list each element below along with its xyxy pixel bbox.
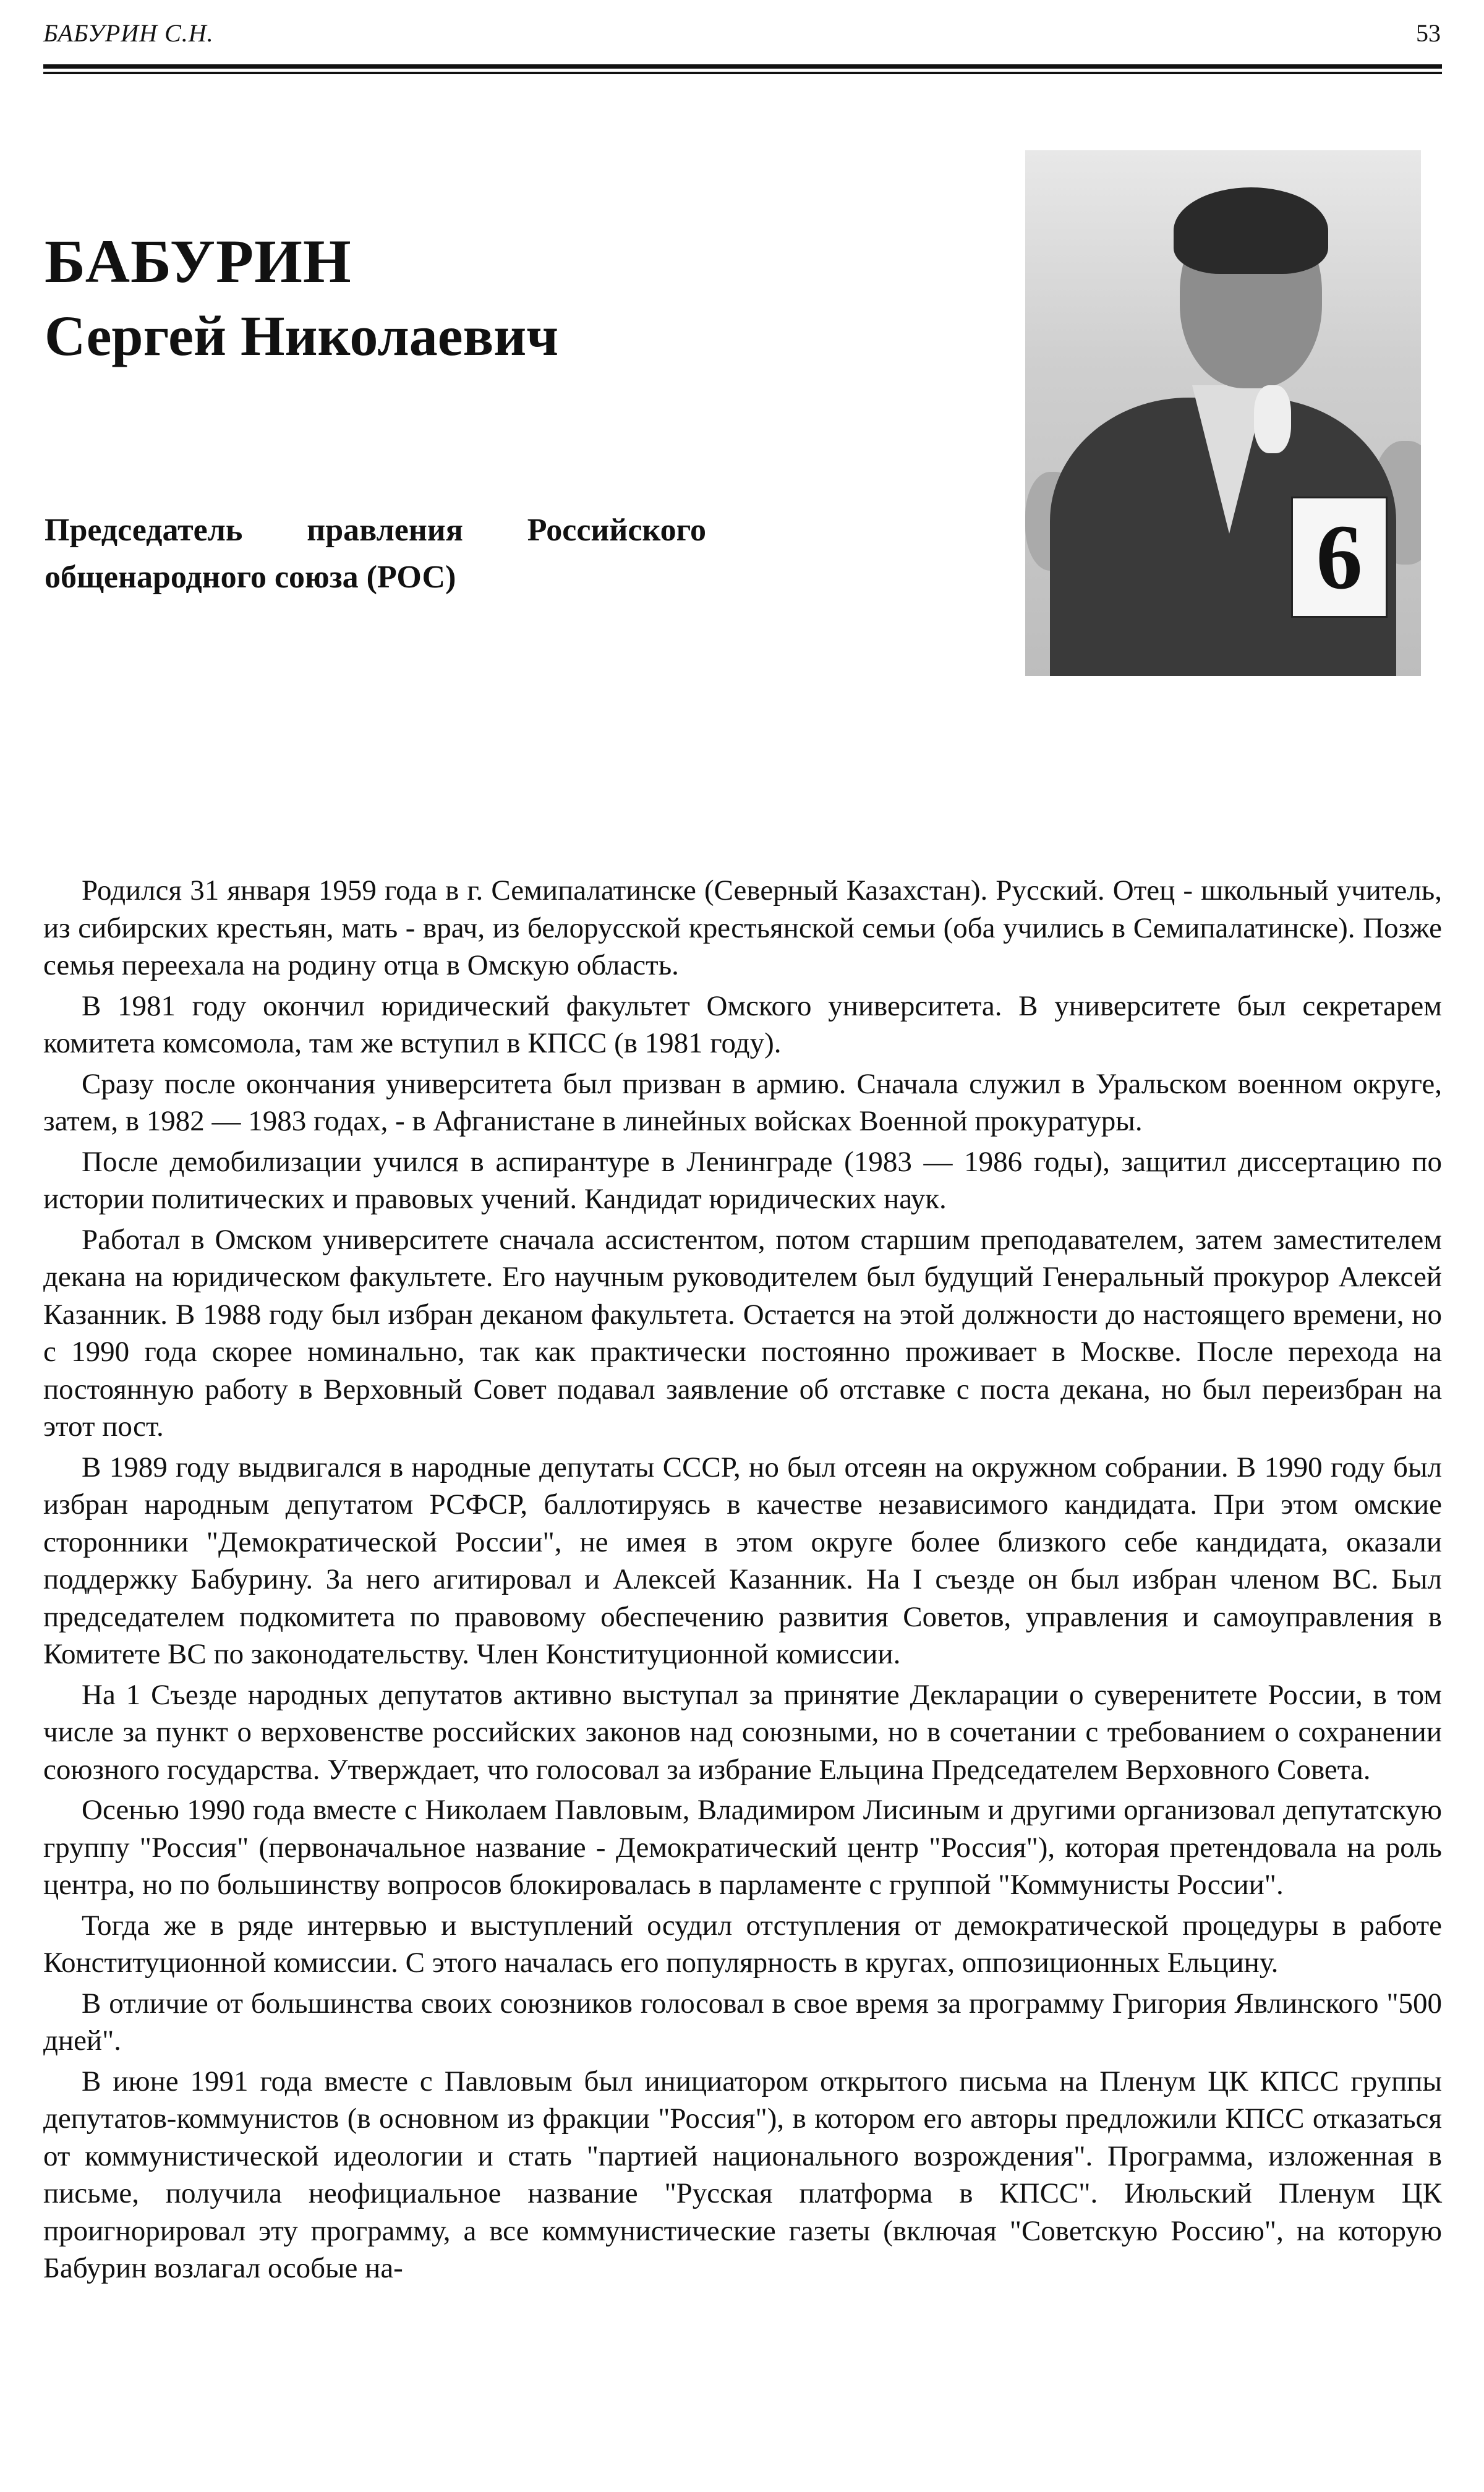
- page-number: 53: [1416, 19, 1441, 47]
- header-rule: [43, 64, 1442, 69]
- paragraph: Тогда же в ряде интервью и выступлений осудил отступления от демократической процедуры в работе Конституционной комиссии. С этого началась его популярность в кругах, оппозиционных Ельцину.: [43, 1909, 1442, 1979]
- paragraph: В отличие от большинства своих союзников голосовал в свое время за программу Григория Явлинского "500 дней".: [43, 1987, 1442, 2057]
- header-rule-thin: [43, 72, 1442, 74]
- biography-text: [43, 872, 1442, 2290]
- given-names-heading: Сергей Николаевич: [45, 304, 559, 367]
- paragraph: На 1 Съезде народных депутатов активно выступал за принятие Декларации о суверенитете России, в том числе за пункт о верховенстве российских законов над союзными, но в сочетании с требованием о сохранении союзного государства. Утверждает, что голосовал за избрание Ельцина Председателем Верховного Совета.: [43, 1678, 1442, 1786]
- paragraph: Сразу после окончания университета был призван в армию. Сначала служил в Уральском военном округе, затем, в 1982 — 1983 годах, - в Афганистане в линейных войсках Военной прокуратуры.: [43, 1067, 1442, 1137]
- number-card: 6: [1291, 497, 1388, 618]
- paragraph: Работал в Омском университете сначала ассистентом, потом старшим преподавателем, затем заместителем декана на юридическом факультете. Его научным руководителем был будущий Генеральный прокурор Алексей Казанник. В 1988 году был избран деканом факультета. Остается на этой должности до настоящего времени, но с 1990 года скорее номинально, так как практически постоянно проживает в Москве. После перехода на постоянную работу в Верховный Совет подавал заявление об отставке с поста декана, но был переизбран на этот пост.: [43, 1223, 1442, 1443]
- surname-heading: БАБУРИН: [45, 227, 352, 296]
- microphone: [1254, 385, 1291, 453]
- running-head: БАБУРИН С.Н.: [43, 19, 214, 47]
- portrait-photo: [1025, 150, 1421, 676]
- paragraph: Осенью 1990 года вместе с Николаем Павловым, Владимиром Лисиным и другими организовал депутатскую группу "Россия" (первоначальное название - Демократический центр "Россия"), которая претендовала на роль центра, но по большинству вопросов блокировалась в парламенте с группой "Коммунисты России".: [43, 1794, 1442, 1901]
- paragraph: Родился 31 января 1959 года в г. Семипалатинске (Северный Казахстан). Русский. Отец - школьный учитель, из сибирских крестьян, мать - врач, из белорусской крестьянской семьи (оба учились в Семипалатинске). Позже семья переехала на родину отца в Омскую область.: [43, 874, 1442, 981]
- paragraph: В 1989 году выдвигался в народные депутаты СССР, но был отсеян на окружном собрании. В 1990 году был избран народным депутатом РСФСР, баллотируясь в качестве независимого кандидата. При этом омские сторонники "Демократической России", не имея в этом округе более близкого себе кандидата, оказали поддержку Бабурину. За него агитировал и Алексей Казанник. На I съезде он был избран членом ВС. Был председателем подкомитета по правовому обеспечению развития Советов, управления и самоуправления в Комитете ВС по законодательству. Член Конституционной комиссии.: [43, 1451, 1442, 1670]
- paragraph: В 1981 году окончил юридический факультет Омского университета. В университете был секретарем комитета комсомола, там же вступил в КПСС (в 1981 году).: [43, 989, 1442, 1059]
- paragraph: После демобилизации учился в аспирантуре в Ленинграде (1983 — 1986 годы), защитил диссертацию по истории политических и правовых учений. Кандидат юридических наук.: [43, 1145, 1442, 1215]
- position-title: Председатель правления Российского общенародного союза (РОС): [45, 513, 706, 595]
- paragraph: В июне 1991 года вместе с Павловым был инициатором открытого письма на Пленум ЦК КПСС группы депутатов-коммунистов (в основном из фракции "Россия"), в котором его авторы предложили КПСС отказаться от коммунистической идеологии и стать "партией национального возрождения". Программа, изложенная в письме, получила неофициальное название "Русская платформа в КПСС". Июльский Пленум ЦК проигнорировал эту программу, а все коммунистические газеты (включая "Советскую Россию", на которую Бабурин возлагал особые на-: [43, 2065, 1442, 2284]
- hair: [1174, 187, 1328, 274]
